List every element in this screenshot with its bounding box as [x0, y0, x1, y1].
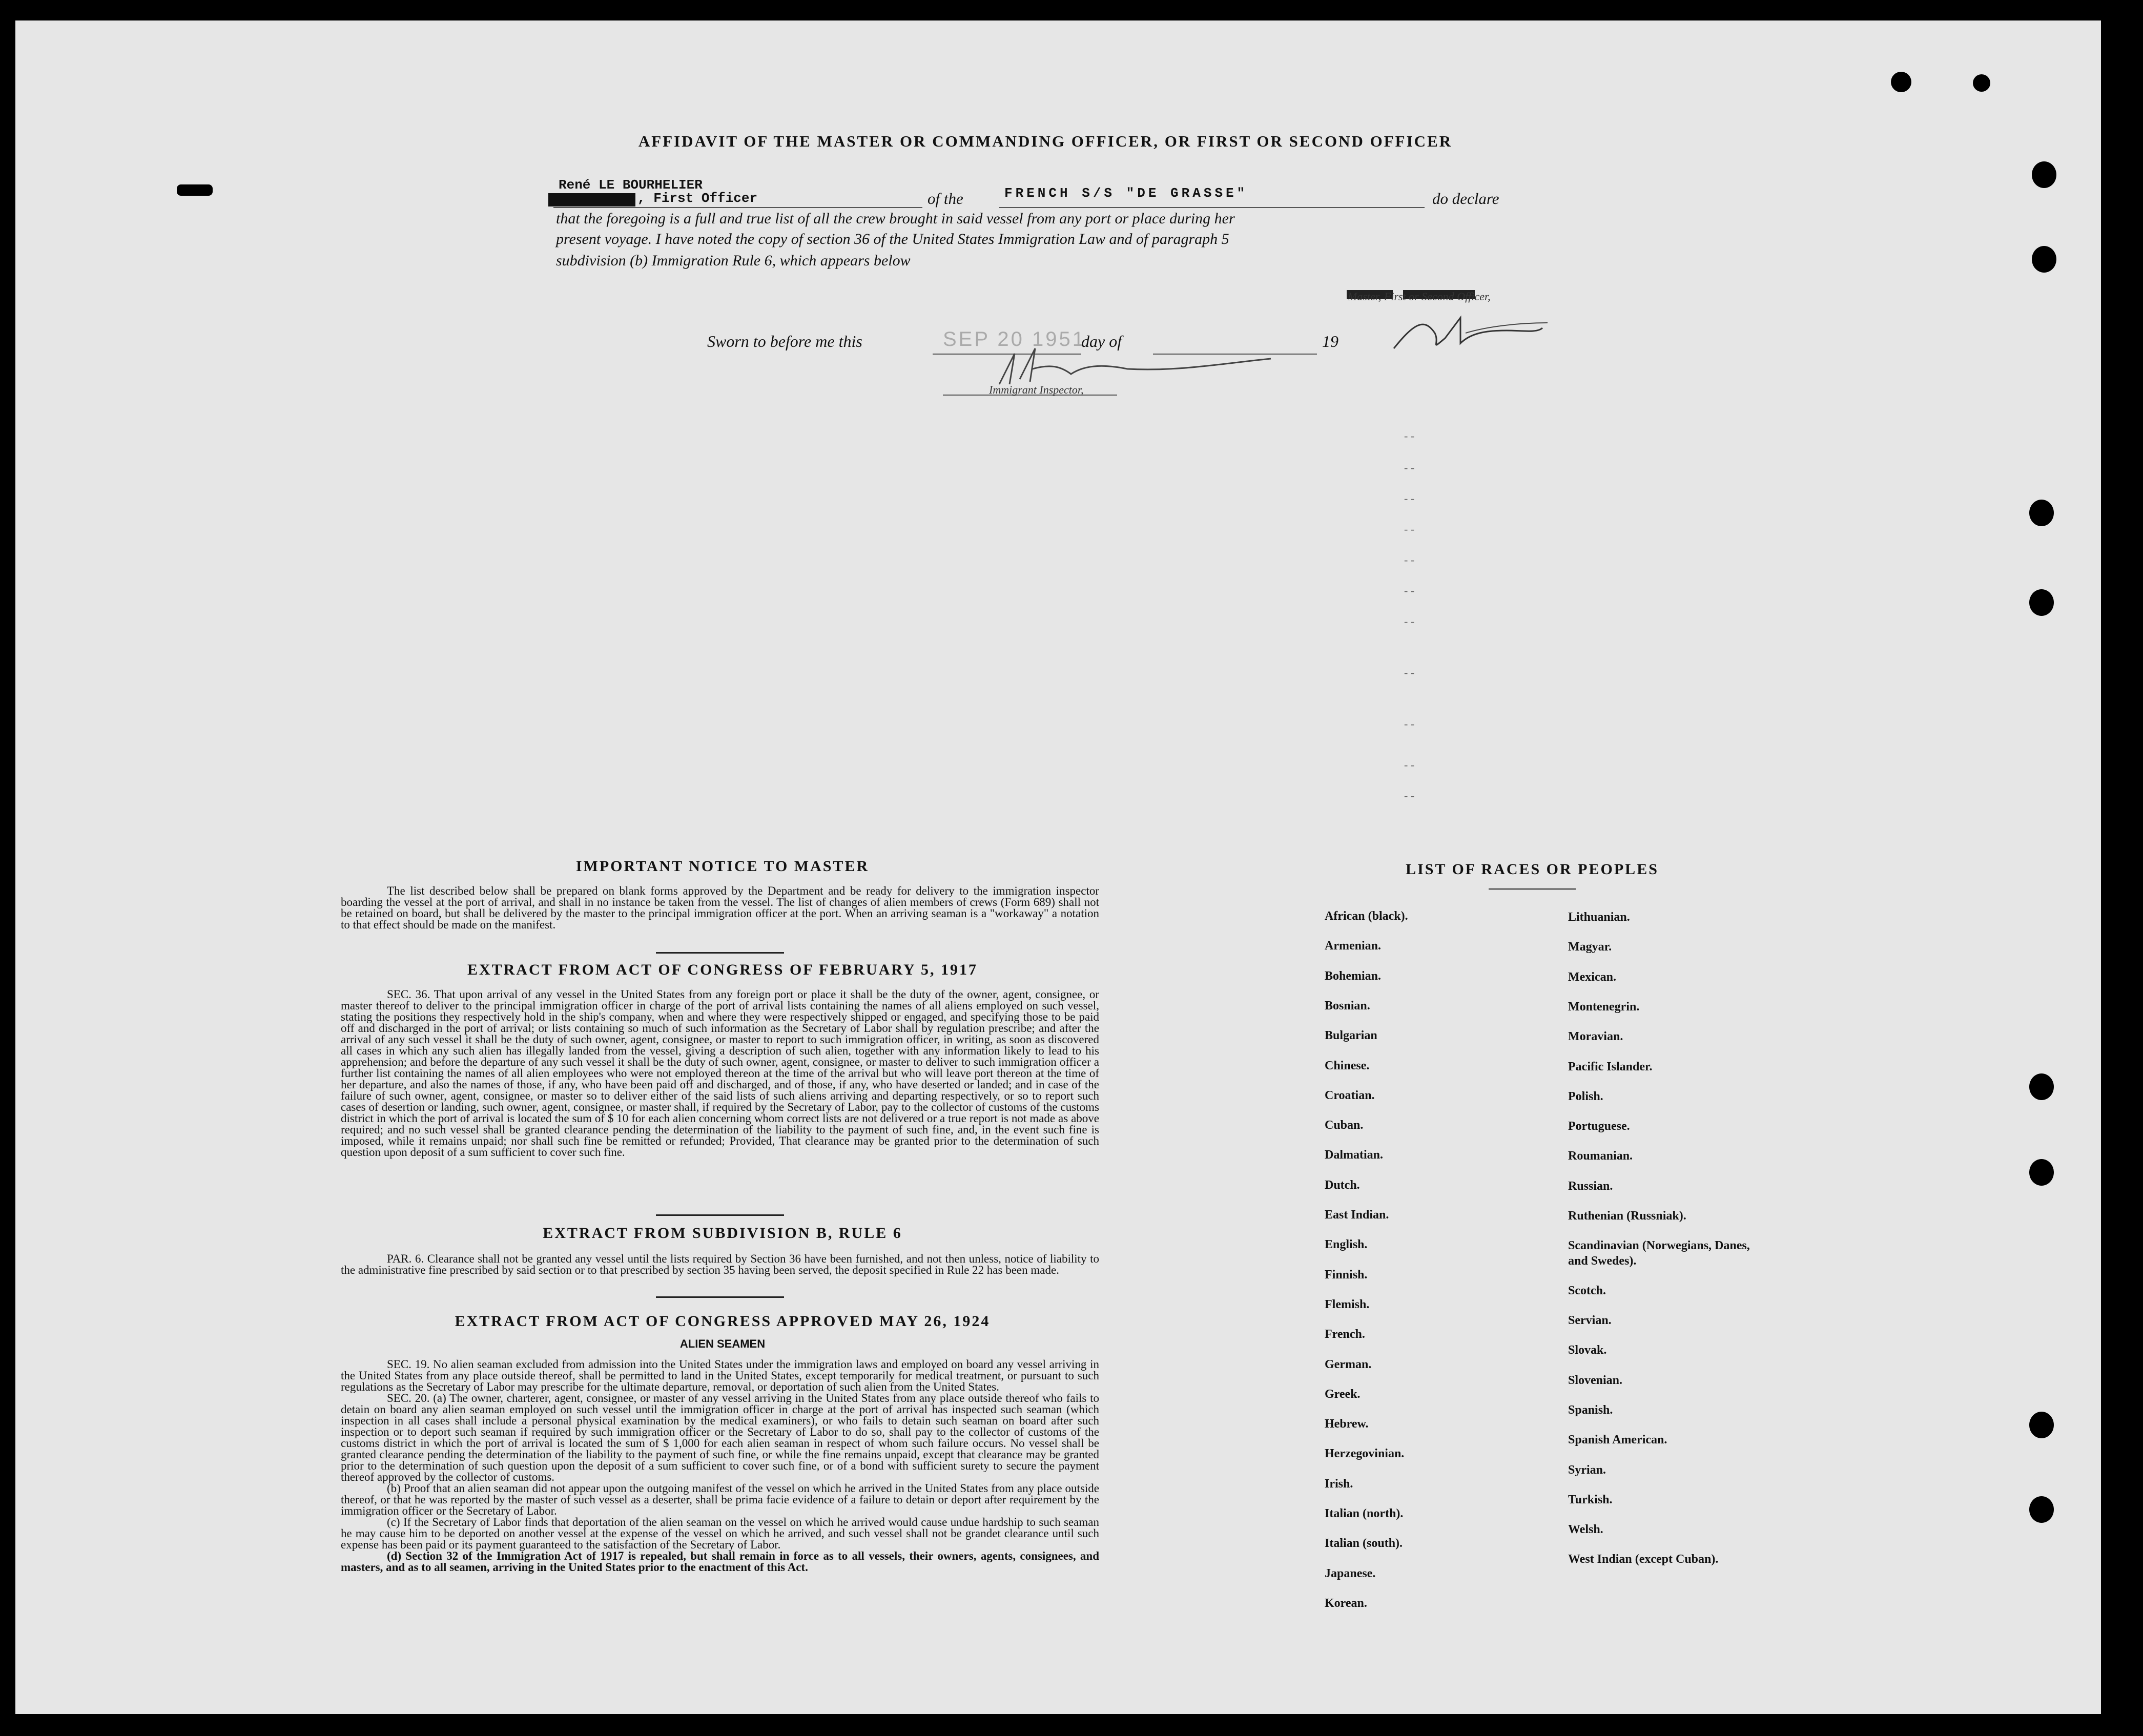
race-item: Russian. — [1568, 1179, 1613, 1193]
race-item: Roumanian. — [1568, 1149, 1633, 1163]
corner-marks — [1891, 72, 1911, 92]
extract-rule6-divider — [656, 1296, 784, 1298]
punch-hole — [2032, 246, 2056, 273]
race-item: Welsh. — [1568, 1523, 1603, 1537]
race-item: French. — [1325, 1328, 1365, 1341]
extract-rule6-text — [341, 1253, 1099, 1276]
faint-mark: - - — [1404, 492, 1415, 505]
notice-title: IMPORTANT NOTICE TO MASTER — [575, 858, 870, 875]
faint-mark: - - — [1404, 789, 1415, 802]
race-item: Hebrew. — [1325, 1417, 1369, 1431]
race-item: Polish. — [1568, 1089, 1603, 1103]
extract-1917-paragraph: SEC. 36. That upon arrival of any vessel in the United States from any foreign port or place it shall be the duty of the owner, agent, consignee, or master thereof to deliver to the principal immigration officer in charge of the port of arrival lists containing the names of all aliens employed on such vessel, stating the positions they respectively hold in the ship's company, when and where they were respectively shipped or engaged, and specifying those to be paid off and discharged in the port of arrival; or lists containing so much of such information as the Secretary of Labor shall by regulation prescribe; and after the arrival of any such vessel it shall be the duty of such owner, agent, consignee, or master to report to such immigration officer, in writing, as soon as discovered all cases in which any such alien has illegally landed from the vessel, giving a description of such alien, together with any information likely to lead to his apprehension; and before the departure of any such vessel it shall be the duty of such owner, agent, consignee, or master to deliver to such immigration officer a further list containing the names of all alien employees who were not employed thereon at the time of the arrival but who will leave port thereon at the time of her departure, and also the names of those, if any, who have been paid off and discharged, and of those, if any, who have deserted or landed; and in case of the failure of such owner, agent, consignee, or master so to deliver either of the said lists of such aliens arriving and departing respectively, or so to report such cases of desertion or landing, such owner, agent, consignee, or master shall, if required by the Secretary of Labor, pay to the collector of customs of the customs district in which the port of arrival is located the sum of $ 10 for each alien concerning whom correct lists are not delivered or a true report is not made as above required; and no such vessel shall be granted clearance pending the determination of the liability to the payment of such fine, and, in the event such fine is imposed, while it remains unpaid; nor shall such fine be remitted or refunded; Provided, That clearance may be granted prior to the determination of such question upon deposit of a sum sufficient to cover such fine. — [341, 988, 1099, 1159]
inspector-caption: Immigrant Inspector, — [989, 383, 1084, 396]
race-item: Slovenian. — [1568, 1373, 1623, 1387]
race-item: Dalmatian. — [1325, 1148, 1383, 1162]
extract-1924-paragraph: SEC. 20. (a) The owner, charterer, agent, consignee, or master of any vessel arriving in the United States from any place outside thereof who fails to detain on board any alien seaman employed on such vessel until the immigration officer in charge at the port of arrival has inspected such seaman (which inspection in all cases shall include a personal physical examination by the medical examiners), or who fails to detain such seaman on board after such inspection or to deport such seaman if required by such immigration officer or the Secretary of Labor to do so, shall pay to the collector of customs of the customs district in which the port of arrival is located the sum of $ 1,000 for each alien seaman in respect of whom such failure occurs. No vessel shall be granted clearance pending the determination of the liability to the payment of such fine, or while the fine remains unpaid, except that clearance may be granted prior to the determination of such question upon the deposit of a sum sufficient to cover such fine, or of a bond with sufficient surety to secure the payment thereof approved by the collector of customs. — [341, 1392, 1099, 1483]
race-item: Armenian. — [1325, 939, 1381, 953]
extract-1924-text — [341, 1359, 1099, 1573]
race-item: English. — [1325, 1238, 1368, 1252]
race-item: Bulgarian — [1325, 1029, 1377, 1043]
officer-underline — [553, 207, 922, 208]
sworn-prefix: Sworn to before me this — [707, 332, 862, 350]
officer-signature — [1384, 302, 1553, 359]
faint-mark: - - — [1404, 429, 1415, 442]
race-item: Greek. — [1325, 1387, 1361, 1401]
race-item: Chinese. — [1325, 1059, 1370, 1072]
faint-mark: - - — [1404, 584, 1415, 597]
faint-mark: - - — [1404, 461, 1415, 474]
faint-mark: - - — [1404, 523, 1415, 535]
extract-1917-title: EXTRACT FROM ACT OF CONGRESS OF FEBRUARY 5, 1917 — [467, 961, 978, 978]
affidavit-body-line1: that the foregoing is a full and true list of all the crew brought in said vessel from any port or place during her — [556, 210, 1235, 227]
punch-hole — [2029, 1496, 2054, 1523]
extract-rule6-title: EXTRACT FROM SUBDIVISION B, RULE 6 — [543, 1225, 902, 1242]
notice-divider — [656, 952, 784, 954]
extract-1924-paragraph: SEC. 19. No alien seaman excluded from admission into the United States under the immigration laws and employed on board any vessel arriving in the United States from any place outside thereof, shall be permitted to land in the United States, except temporarily for medical treatment, or pursuant to such regulations as the Secretary of Labor may prescribe for the ultimate departure, removal, or deportation of such alien from the United States. — [341, 1358, 1099, 1393]
race-item: Servian. — [1568, 1314, 1612, 1328]
sworn-date-stamp: SEP 20 1951 — [943, 328, 1086, 350]
of-the-label: of the — [928, 190, 963, 208]
margin-mark — [177, 184, 213, 196]
race-item: Lithuanian. — [1568, 911, 1630, 924]
punch-hole — [2032, 161, 2056, 188]
race-item: Pacific Islander. — [1568, 1060, 1653, 1073]
extract-1917-text — [341, 989, 1099, 1158]
race-item: Moravian. — [1568, 1030, 1623, 1044]
races-title: LIST OF RACES OR PEOPLES — [1406, 861, 1659, 878]
race-item: Turkish. — [1568, 1493, 1613, 1506]
race-item: Scandinavian (Norwegians, Danes, and Swedes). — [1568, 1239, 1750, 1268]
extract-1917-divider — [656, 1214, 784, 1216]
signature-caption: Master, First or Second Officer, — [1348, 290, 1491, 303]
extract-1924-paragraph: (c) If the Secretary of Labor finds that deportation of the alien seaman on the vessel on which he arrived would cause undue hardship to such seaman he may cause him to be deported on another vessel at the expense of the vessel on which he arrived, and such vessel shall not be grandet clearance until such expense has been paid or its payment guaranteed to the satisfaction of the Secretary of Labor. — [341, 1516, 1099, 1551]
race-item: Cuban. — [1325, 1119, 1364, 1132]
race-item: African (black). — [1325, 910, 1408, 923]
extract-1924-title: EXTRACT FROM ACT OF CONGRESS APPROVED MAY 26, 1924 — [455, 1313, 991, 1330]
officer-line: , First Officer — [548, 191, 922, 206]
race-item: Irish. — [1325, 1477, 1353, 1491]
faint-mark: - - — [1404, 615, 1415, 628]
vessel-underline — [999, 207, 1425, 208]
faint-mark: - - — [1404, 758, 1415, 771]
race-item: Slovak. — [1568, 1344, 1607, 1357]
punch-hole — [2029, 1159, 2054, 1186]
punch-hole — [2029, 1412, 2054, 1438]
faint-mark: - - — [1404, 666, 1415, 679]
extract-1924-paragraph: (b) Proof that an alien seaman did not appear upon the outgoing manifest of the vessel on which he arrived in the United States from any place outside thereof, or that he was reported by the master of such vessel as a deserter, shall be prima facie evidence of a failure to detain or deport after requirement by the immigration officer or the Secretary of Labor. — [341, 1482, 1099, 1517]
punch-hole — [2029, 1073, 2054, 1100]
race-item: Spanish American. — [1568, 1433, 1667, 1447]
race-item: Syrian. — [1568, 1463, 1606, 1477]
sworn-day-of: day of — [1081, 332, 1122, 350]
race-item: Bosnian. — [1325, 999, 1370, 1012]
race-item: Magyar. — [1568, 940, 1612, 954]
corner-marks — [1973, 74, 1990, 92]
faint-mark: - - — [1404, 553, 1415, 566]
race-item: Mexican. — [1568, 970, 1616, 984]
race-item: German. — [1325, 1357, 1372, 1371]
race-item: Montenegrin. — [1568, 1000, 1640, 1014]
punch-hole — [2029, 589, 2054, 616]
faint-mark: - - — [1404, 717, 1415, 730]
race-item: Croatian. — [1325, 1088, 1375, 1102]
races-divider — [1489, 888, 1576, 890]
notice-text — [341, 885, 1099, 931]
race-item: Spanish. — [1568, 1403, 1613, 1417]
vessel-name: FRENCH S/S "DE GRASSE" — [1004, 185, 1248, 201]
race-item: Finnish. — [1325, 1268, 1368, 1282]
officer-name: René LE BOURHELIER — [559, 177, 703, 193]
extract-rule6-paragraph: PAR. 6. Clearance shall not be granted any vessel until the lists required by Section 36 have been furnished, and not then unless, notice of liability to the administrative fine prescribed by said section or to that prescribed by section 35 having been served, the deposit specified in Rule 22 has been made. — [341, 1252, 1099, 1276]
race-item: Scotch. — [1568, 1284, 1606, 1297]
affidavit-body-line2: present voyage. I have noted the copy of section 36 of the United States Immigration Law and of paragraph 5 — [556, 231, 1229, 247]
affidavit-title: AFFIDAVIT OF THE MASTER OR COMMANDING OFFICER, OR FIRST OR SECOND OFFICER — [638, 132, 1453, 150]
race-item: West Indian (except Cuban). — [1568, 1553, 1719, 1566]
race-item: Japanese. — [1325, 1566, 1376, 1580]
race-item: Herzegovinian. — [1325, 1447, 1405, 1461]
race-item: Dutch. — [1325, 1178, 1360, 1192]
race-item: Flemish. — [1325, 1297, 1370, 1311]
race-item: Portuguese. — [1568, 1120, 1630, 1133]
race-item: Ruthenian (Russniak). — [1568, 1209, 1686, 1223]
race-item: East Indian. — [1325, 1208, 1389, 1222]
punch-hole — [2029, 500, 2054, 526]
extract-1924-subtitle: ALIEN SEAMEN — [679, 1337, 766, 1350]
officer-title: First Officer — [653, 191, 758, 206]
affidavit-body-line3: subdivision (b) Immigration Rule 6, which appears below — [556, 252, 911, 269]
extract-1924-paragraph: (d) Section 32 of the Immigration Act of 1917 is repealed, but shall remain in force as to all vessels, their owners, agents, consignees, and masters, and as to all seamen, arriving in the United States prior to the enactment of this Act. — [341, 1549, 1099, 1574]
notice-paragraph: The list described below shall be prepared on blank forms approved by the Department and be ready for delivery to the immigration inspector boarding the vessel at the port of arrival, and shall in no instance be taken from the vessel. The list of changes of alien members of crews (Form 689) shall not be retained on board, but shall be delivered by the master to the principal immigration officer at the port. When an arriving seaman is a "workaway" a notation to that effect should be made on the manifest. — [341, 884, 1099, 931]
race-item: Italian (south). — [1325, 1537, 1403, 1551]
race-item: Italian (north). — [1325, 1507, 1404, 1520]
race-item: Korean. — [1325, 1596, 1367, 1610]
do-declare-label: do declare — [1432, 190, 1499, 208]
sworn-year: 19 — [1322, 332, 1338, 350]
race-item: Bohemian. — [1325, 969, 1382, 983]
